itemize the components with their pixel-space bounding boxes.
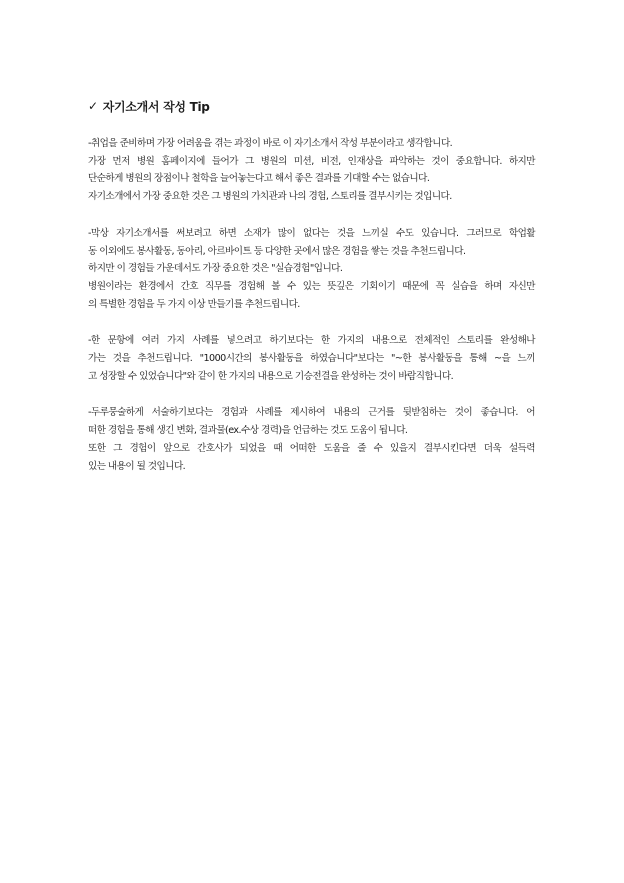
paragraph <box>88 135 535 206</box>
paragraph-line: 고 성장할 수 있었습니다"와 같이 한 가지의 내용으로 기승전결을 완성하는 것이 바람직합니다. <box>88 370 454 382</box>
paragraph-line: -한 문항에 여러 가지 사례를 넣으려고 하기보다는 한 가지의 내용으로 전체적인 스토리를 완성해나 <box>88 335 535 347</box>
paragraph <box>88 332 535 385</box>
paragraph-line: -막상 자기소개서를 써보려고 하면 소재가 많이 없다는 것을 느끼실 수도 있습니다. 그러므로 학업활 <box>88 227 535 239</box>
paragraph-line: 있는 내용이 될 것입니다. <box>88 460 186 472</box>
paragraph-line: 의 특별한 경험을 두 가지 이상 만들기를 추천드립니다. <box>88 298 300 310</box>
paragraph-line: 자기소개에서 가장 중요한 것은 그 병원의 가치관과 나의 경험, 스토리를 결부시키는 것입니다. <box>88 191 452 203</box>
paragraph-line: 가장 먼저 병원 홈페이지에 들어가 그 병원의 미션, 비전, 인재상을 파악하는 것이 중요합니다. 하지만 <box>88 155 535 167</box>
paragraph <box>88 404 535 475</box>
paragraphs <box>88 135 535 475</box>
paragraph-line: 동 이외에도 봉사활동, 동아리, 아르바이트 등 다양한 곳에서 많은 경험을 쌓는 것을 추천드립니다. <box>88 245 466 257</box>
paragraph-line: -두루뭉술하게 서술하기보다는 경험과 사례를 제시하여 내용의 근거를 뒷받침하는 것이 좋습니다. 어 <box>88 407 535 419</box>
paragraph-line: 병원이라는 환경에서 간호 직무를 경험해 볼 수 있는 뜻깊은 기회이기 때문에 꼭 실습을 하며 자신만 <box>88 280 535 292</box>
check-icon: ✓ <box>88 99 98 113</box>
paragraph-line: 떠한 경험을 통해 생긴 변화, 결과물(ex.수상 경력)을 언급하는 것도 도움이 됩니다. <box>88 425 408 437</box>
paragraph-line: 가는 것을 추천드립니다. "1000시간의 봉사활동을 하였습니다"보다는 "~한 봉사활동을 통해 ~을 느끼 <box>88 353 535 365</box>
paragraph-line: -취업을 준비하며 가장 어려움을 겪는 과정이 바로 이 자기소개서 작성 부분이라고 생각합니다. <box>88 138 453 149</box>
paragraph <box>88 225 535 314</box>
paragraph-line: 또한 그 경험이 앞으로 간호사가 되었을 때 어떠한 도움을 줄 수 있을지 결부시킨다면 더욱 설득력 <box>88 442 535 454</box>
paragraph-line: 단순하게 병원의 장점이나 철학을 늘어놓는다고 해서 좋은 결과를 기대할 수는 없습니다. <box>88 173 430 185</box>
document-body <box>88 98 535 494</box>
section-heading <box>88 98 535 114</box>
heading-title: 자기소개서 작성 Tip <box>102 99 210 114</box>
paragraph-line: 하지만 이 경험들 가운데서도 가장 중요한 것은 "실습경험"입니다. <box>88 263 343 275</box>
